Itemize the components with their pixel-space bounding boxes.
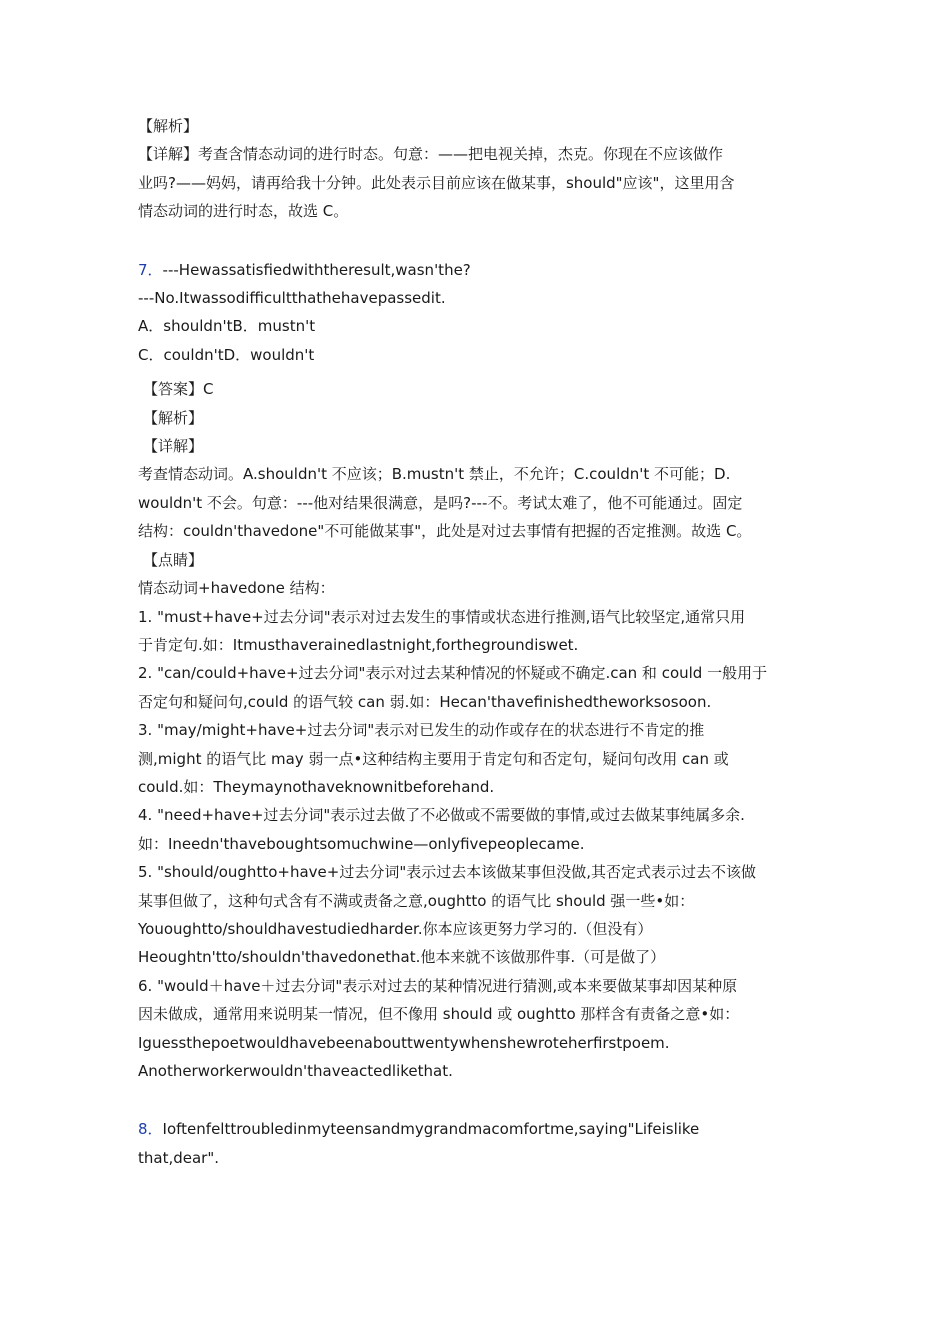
question-text: Ioftenfelttroubledinmyteensandmygrandmacomfortme,saying"Lifeislike xyxy=(162,1120,700,1139)
detail-line: wouldn't 不会。句意：---他对结果很满意，是吗?---不。考试太难了，他不可能通过。固定 xyxy=(138,493,743,512)
note-line: 测,might 的语气比 may 弱一点•这种结构主要用于肯定句和否定句，疑问句改用 can 或 xyxy=(138,749,729,768)
question-stem xyxy=(138,1115,808,1143)
note-line: 因未做成，通常用来说明某一情况，但不像用 should 或 oughtto 那样含有责备之意•如： xyxy=(138,1005,740,1024)
options-c-d: C．couldn'tD．wouldn't xyxy=(138,345,315,364)
note-line: 如：Ineedn'thaveboughtsomuchwine—onlyfivepeoplecame. xyxy=(138,834,585,853)
note-line: Yououghtto/shouldhavestudiedharder.你本应该更努力学习的.（但没有） xyxy=(138,919,653,938)
question-7 xyxy=(138,256,808,1086)
question-text: that,dear". xyxy=(138,1148,220,1167)
detail-line: 结构：couldn'thavedone"不可能做某事"，此处是对过去事情有把握的否定推测。故选 C。 xyxy=(138,522,752,541)
detail-line: 情态动词的进行时态，故选 C。 xyxy=(138,202,349,221)
note-line: 3. "may/might+have+过去分词"表示对已发生的动作或存在的状态进行不肯定的推 xyxy=(138,721,705,740)
note-line: 于肯定句.如：Itmusthaverainedlastnight,forthegroundiswet. xyxy=(138,635,579,654)
detail-line: 业吗?——妈妈，请再给我十分钟。此处表示目前应该在做某事，should"应该"，这里用含 xyxy=(138,173,735,192)
question-6-explanation xyxy=(138,112,808,226)
note-line: Iguessthepoetwouldhavebeenabouttwentywhenshewroteherfirstpoem. xyxy=(138,1033,670,1052)
note-line: Anotherworkerwouldn'thaveactedlikethat. xyxy=(138,1062,453,1080)
options-a-b: A．shouldn'tB．mustn't xyxy=(138,317,316,336)
question-stem xyxy=(138,256,808,284)
note-line: 4. "need+have+过去分词"表示过去做了不必做或不需要做的事情,或过去做某事纯属多余. xyxy=(138,806,745,825)
tip-heading: 【点睛】 xyxy=(143,550,204,569)
question-number: 7． xyxy=(138,260,163,279)
question-8 xyxy=(138,1115,808,1172)
note-line: 5. "should/oughtto+have+过去分词"表示过去本该做某事但没做,其否定式表示过去不该做 xyxy=(138,863,756,882)
question-text: ---Hewassatisfiedwiththeresult,wasn'the? xyxy=(162,260,471,279)
note-line: 1. "must+have+过去分词"表示对过去发生的事情或状态进行推测,语气比较坚定,通常只用 xyxy=(138,607,746,626)
question-text: ---No.Itwassodifficultthathehavepassedit. xyxy=(138,289,446,308)
note-line: 2. "can/could+have+过去分词"表示对过去某种情况的怀疑或不确定.can 和 could 一般用于 xyxy=(138,664,768,683)
detail-line: 【详解】考查含情态动词的进行时态。句意：——把电视关掉，杰克。你现在不应该做作 xyxy=(138,145,724,164)
answer-line: 【答案】C xyxy=(143,380,214,399)
note-line: 某事但做了，这种句式含有不满或责备之意,oughtto 的语气比 should 强一些•如： xyxy=(138,891,695,910)
note-line: could.如：Theymaynothaveknownitbeforehand. xyxy=(138,777,495,796)
note-line: 否定句和疑问句,could 的语气较 can 弱.如：Hecan'thavefinishedtheworksosoon. xyxy=(138,692,712,711)
analysis-heading: 【解析】 xyxy=(138,117,199,135)
question-number: 8． xyxy=(138,1120,163,1139)
note-line: Heoughtn'tto/shouldn'thavedonethat.他本来就不该做那件事.（可是做了） xyxy=(138,948,666,967)
document-page xyxy=(138,112,808,1172)
note-line: 6. "would＋have＋过去分词"表示对过去的某种情况进行猜测,或本来要做某事却因某种原 xyxy=(138,976,738,995)
detail-heading: 【详解】 xyxy=(143,437,204,456)
detail-line: 考查情态动词。A.shouldn't 不应该；B.mustn't 禁止，不允许；C.couldn't 不可能；D. xyxy=(138,465,731,484)
note-line: 情态动词+havedone 结构： xyxy=(138,579,335,598)
analysis-heading: 【解析】 xyxy=(143,408,204,427)
